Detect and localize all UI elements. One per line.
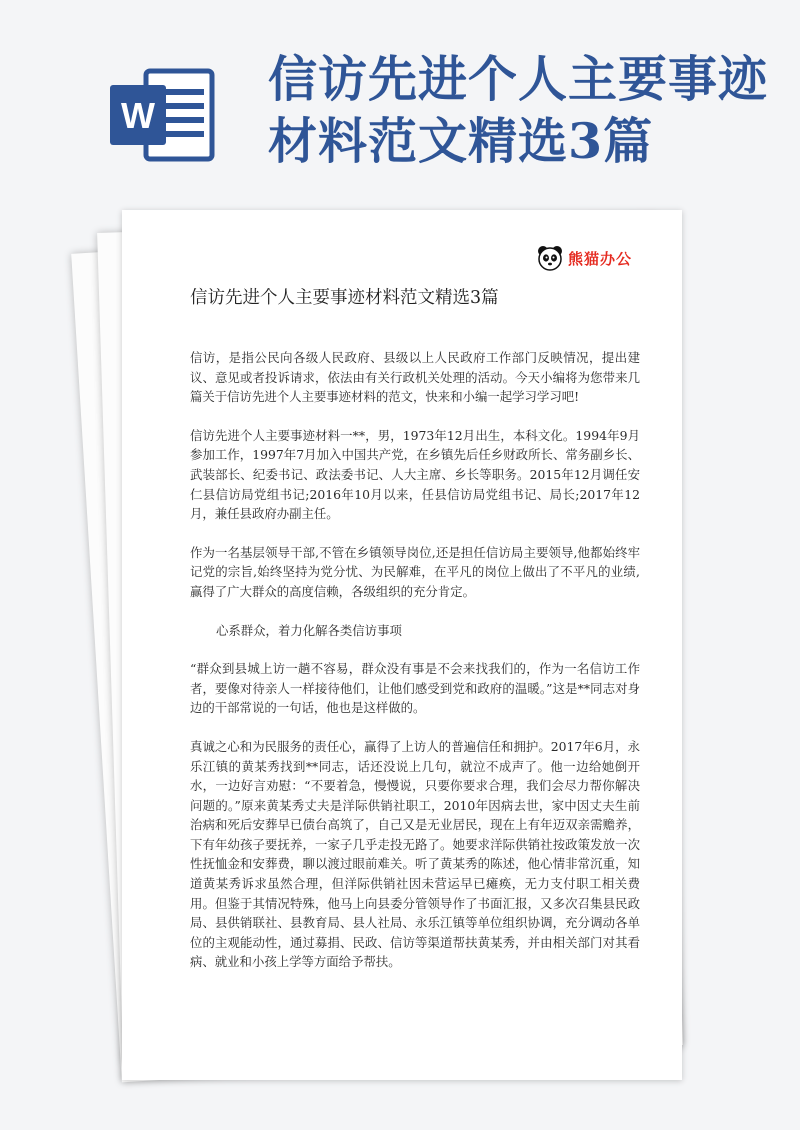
panda-icon xyxy=(536,244,564,272)
paragraph-intro: 信访，是指公民向各级人民政府、县级以上人民政府工作部门反映情况，提出建议、意见或者投诉请求，依法由有关行政机关处理的活动。今天小编将为您带来几篇关于信访先进个人主要事迹材料的范文，快来和小编一起学习学习吧! xyxy=(190,350,640,405)
document-body xyxy=(190,348,640,991)
paragraph: 信访先进个人主要事迹材料一**，男，1973年12月出生，本科文化。1994年9月参加工作，1997年7月加入中国共产党，在乡镇先后任乡财政所长、常务副乡长、武装部长、纪委书记、政法委书记、人大主席、乡长等职务。2015年12月调任安仁县信访局党组书记;2016年10月以来，任县信访局党组书记、局长;2017年12月，兼任县政府办副主任。 xyxy=(190,427,640,522)
document-page xyxy=(122,210,682,1080)
document-heading: 信访先进个人主要事迹材料范文精选3篇 xyxy=(190,288,499,308)
brand-name: 熊猫办公 xyxy=(567,249,632,268)
banner-title-line-2: 材料范文精选3篇 xyxy=(268,112,654,170)
paragraph: 真诚之心和为民服务的责任心，赢得了上访人的普遍信任和拥护。2017年6月，永乐江镇的黄某秀找到**同志，话还没说上几句，就泣不成声了。他一边给她倒开水，一边好言劝慰：“不要着急，慢慢说，只要你要求合理，我们会尽力帮你解决问题的。”原来黄某秀丈夫是洋际供销社职工，2010年因病去世，家中因丈夫生前治病和死后安葬早已债台高筑了，自己又是无业居民，现在上有年迈双亲需赡养，下有年幼孩子要抚养，一家子几乎走投无路了。她要求洋际供销社按政策发放一次性抚恤金和安葬费，聊以渡过眼前难关。听了黄某秀的陈述，他心情非常沉重，知道黄某秀诉求虽然合理，但洋际供销社因未营运早已瘫痪，无力支付职工相关费用。但鉴于其情况特殊，他马上向县委分管领导作了书面汇报，又多次召集县民政局、县供销联社、县教育局、县人社局、永乐江镇等单位组织协调，充分调动各单位的主观能动性，通过募捐、民政、信访等渠道帮扶黄某秀，并由相关部门对其看病、就业和小孩上学等方面给予帮扶。 xyxy=(190,738,640,970)
section-subheading: 心系群众，着力化解各类信访事项 xyxy=(216,622,402,638)
banner-title-line-1: 信访先进个人主要事迹 xyxy=(268,50,769,108)
paragraph: 作为一名基层领导干部,不管在乡镇领导岗位,还是担任信访局主要领导,他都始终牢记党的宗旨,始终坚持为党分忧、为民解难，在平凡的岗位上做出了不平凡的业绩,赢得了广大群众的高度信赖，各级组织的充分肯定。 xyxy=(190,544,640,599)
svg-text:W: W xyxy=(121,95,155,136)
brand-logo xyxy=(536,244,632,272)
paragraph: “群众到县城上访一趟不容易，群众没有事是不会来找我们的，作为一名信访工作者，要像对待亲人一样接待他们，让他们感受到党和政府的温暖。”这是**同志对身边的干部常说的一句话，他也是这样做的。 xyxy=(190,661,640,716)
